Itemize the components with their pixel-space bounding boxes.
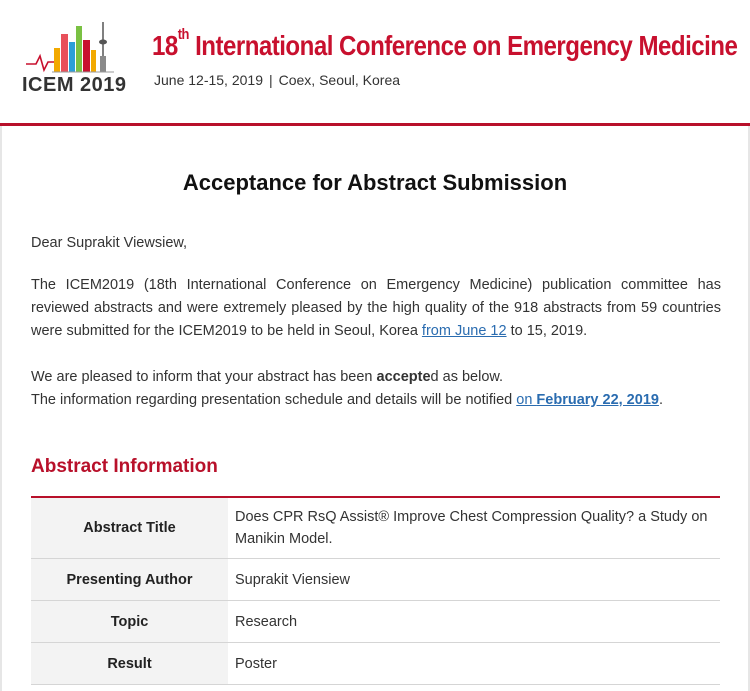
notification-date-link[interactable]	[516, 392, 659, 408]
left-border	[0, 126, 2, 691]
conference-header	[0, 0, 750, 124]
row-value: Suprakit Viensiew	[228, 559, 720, 601]
title-number: 18	[152, 30, 178, 61]
link-prefix: on	[516, 392, 537, 408]
row-label: Topic	[31, 601, 228, 643]
row-label: Abstract Title	[31, 498, 228, 559]
acceptance-text: We are pleased to inform that your abstract has been	[31, 369, 377, 385]
conference-title	[152, 25, 738, 62]
notification-line	[31, 389, 721, 412]
row-value: Poster	[228, 643, 720, 685]
conference-subtitle	[154, 72, 400, 88]
accepted-word: accepte	[376, 369, 431, 385]
abstract-info-table	[31, 498, 720, 685]
header-divider	[0, 123, 750, 126]
row-value: Does CPR RsQ Assist® Improve Chest Compression Quality? a Study on Manikin Model.	[228, 498, 720, 559]
link-date: February 22, 2019	[536, 392, 659, 408]
row-label: Result	[31, 643, 228, 685]
notification-tail: .	[658, 392, 663, 408]
acceptance-tail: d as below.	[430, 369, 504, 385]
subtitle-separator: |	[268, 72, 273, 88]
row-label: Presenting Author	[31, 559, 228, 601]
greeting: Dear Suprakit Viewsiew,	[31, 235, 188, 251]
intro-text: The ICEM2019 (18th International Conference on Emergency Medicine) publication committee has reviewed abstracts and were extremely pleased by the high quality of the 918 abstracts from 59 countries were submitted for the ICEM2019 to be held in Seoul, Korea	[31, 277, 721, 339]
page-title: Acceptance for Abstract Submission	[182, 170, 568, 195]
acceptance-paragraph	[31, 366, 721, 412]
dates-link[interactable]: from June 12	[421, 323, 507, 339]
conference-location: Coex, Seoul, Korea	[278, 72, 401, 88]
table-row	[31, 643, 720, 685]
notification-text: The information regarding presentation schedule and details will be notified	[31, 392, 517, 408]
table-row	[31, 559, 720, 601]
intro-tail: to 15, 2019.	[506, 323, 588, 339]
acceptance-line	[31, 366, 721, 389]
section-title: Abstract Information	[31, 456, 218, 477]
title-rest: International Conference on Emergency Medicine	[188, 30, 738, 61]
table-row	[31, 601, 720, 643]
intro-paragraph	[31, 274, 721, 343]
row-value: Research	[228, 601, 720, 643]
title-superscript: th	[177, 25, 189, 43]
table-row	[31, 498, 720, 559]
logo-wordmark: ICEM 2019	[22, 74, 127, 96]
conference-dates: June 12-15, 2019	[154, 72, 263, 88]
